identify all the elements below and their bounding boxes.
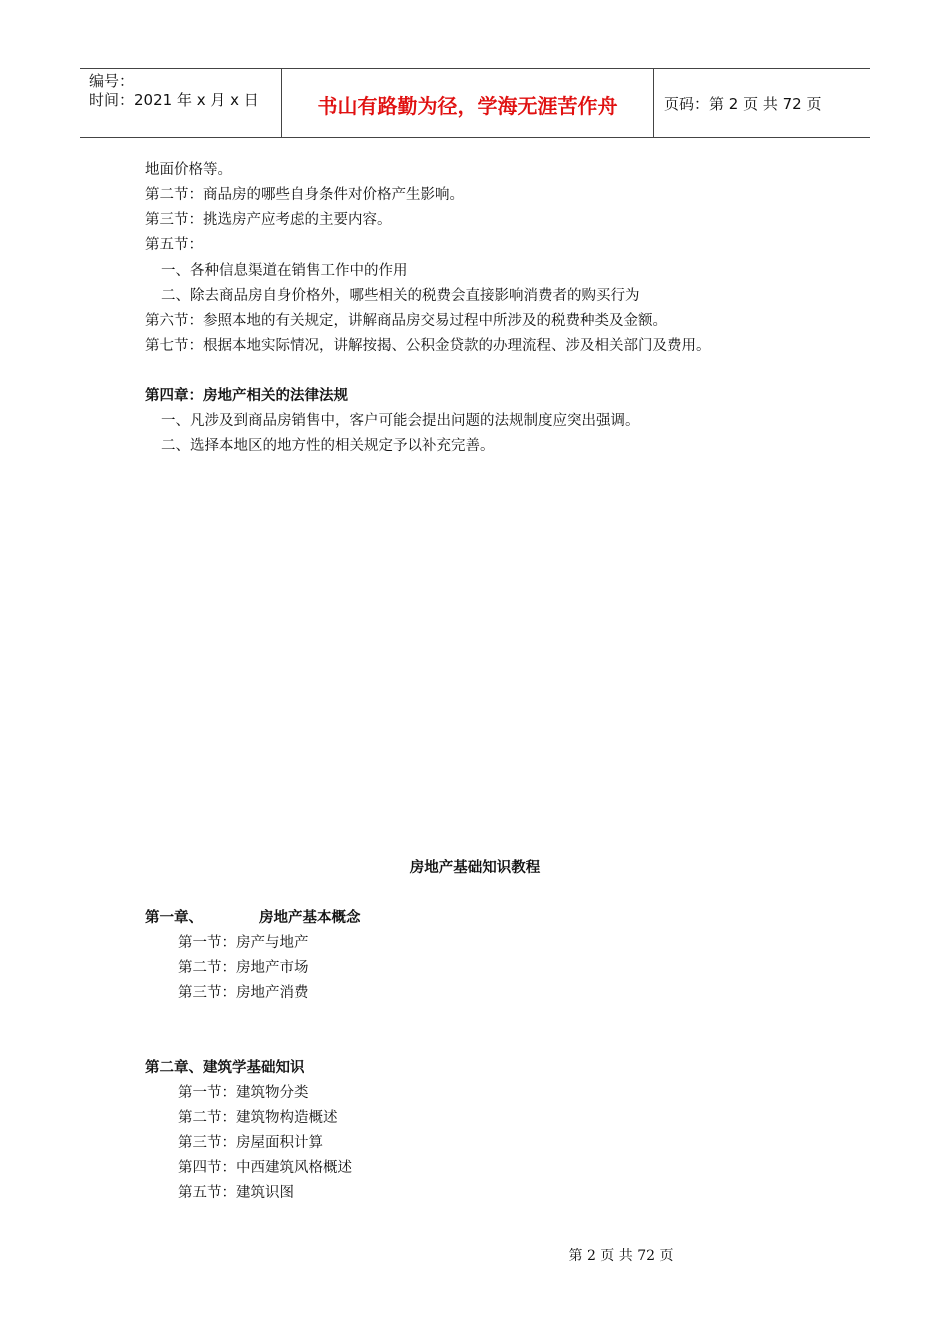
body-list-item: 二、除去商品房自身价格外，哪些相关的税费会直接影响消费者的购买行为 xyxy=(161,288,640,304)
section-item: 第二节：建筑物构造概述 xyxy=(178,1110,338,1126)
chapter-heading-label: 第一章、 xyxy=(145,910,203,926)
body-paragraph: 第三节：挑选房产应考虑的主要内容。 xyxy=(145,212,392,228)
section-item: 第三节：房屋面积计算 xyxy=(178,1135,323,1151)
section-item: 第五节：建筑识图 xyxy=(178,1185,294,1201)
chapter-heading: 第二章、建筑学基础知识 xyxy=(145,1060,305,1076)
body-paragraph: 第六节：参照本地的有关规定，讲解商品房交易过程中所涉及的税费种类及金额。 xyxy=(145,313,667,329)
page-footer: 第 2 页 共 72 页 xyxy=(568,1248,674,1264)
chapter-heading: 房地产基本概念 xyxy=(259,910,361,926)
header-page-number: 页码：第 2 页 共 72 页 xyxy=(664,94,822,113)
section-item: 第一节：建筑物分类 xyxy=(178,1085,309,1101)
body-paragraph: 第五节： xyxy=(145,237,203,253)
section-item: 第四节：中西建筑风格概述 xyxy=(178,1160,352,1176)
body-paragraph: 地面价格等。 xyxy=(145,162,232,178)
document-number-label: 编号： xyxy=(89,72,135,90)
chapter-heading: 第四章：房地产相关的法律法规 xyxy=(145,388,348,404)
body-paragraph: 第七节：根据本地实际情况，讲解按揭、公积金贷款的办理流程、涉及相关部门及费用。 xyxy=(145,338,711,354)
course-title: 房地产基础知识教程 xyxy=(409,860,541,876)
body-list-item: 二、选择本地区的地方性的相关规定予以补充完善。 xyxy=(161,438,495,454)
section-item: 第二节：房地产市场 xyxy=(178,960,309,976)
body-paragraph: 第二节：商品房的哪些自身条件对价格产生影响。 xyxy=(145,187,464,203)
header-motto: 书山有路勤为径，学海无涯苦作舟 xyxy=(281,69,654,137)
document-date-label: 时间：2021 年 x 月 x 日 xyxy=(89,91,259,109)
section-item: 第三节：房地产消费 xyxy=(178,985,309,1001)
section-item: 第一节：房产与地产 xyxy=(178,935,309,951)
header-info-cell xyxy=(80,69,281,137)
body-list-item: 一、凡涉及到商品房销售中，客户可能会提出问题的法规制度应突出强调。 xyxy=(161,413,640,429)
page-header xyxy=(80,68,870,138)
body-list-item: 一、各种信息渠道在销售工作中的作用 xyxy=(161,263,408,279)
